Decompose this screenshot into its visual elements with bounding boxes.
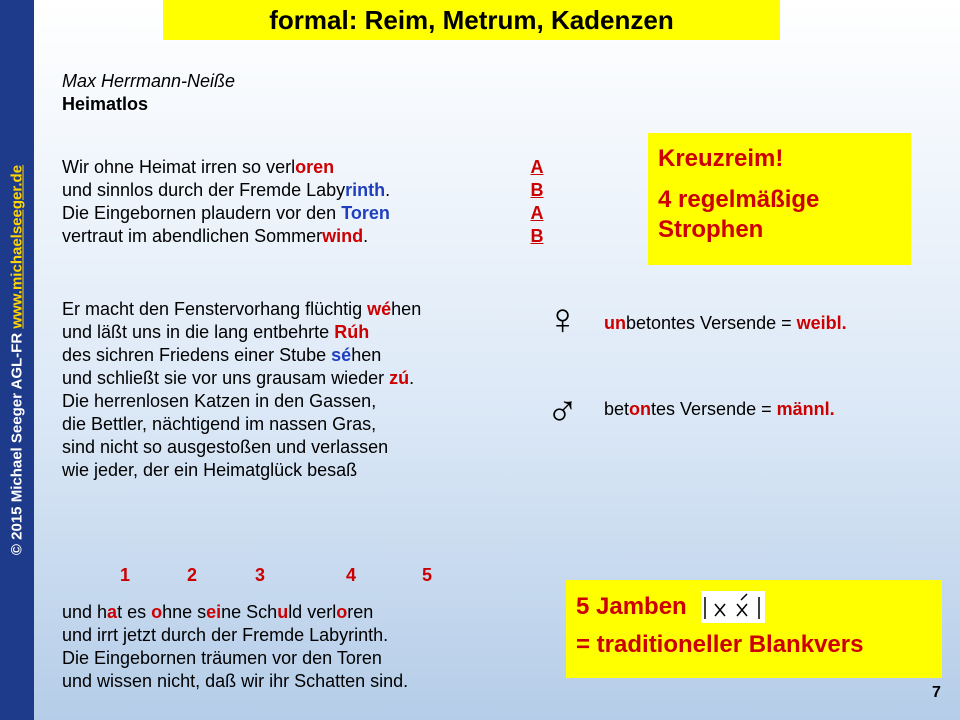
verse-line: Er macht den Fenstervorhang flüchtig wéhen <box>62 299 422 319</box>
male-symbol-icon: ♂ <box>546 387 579 436</box>
female-symbol-icon: ♀ <box>546 295 579 344</box>
verse-line: und läßt uns in die lang entbehrte Rúh <box>62 322 370 342</box>
rhyme-letter: B <box>530 226 544 246</box>
website-link[interactable]: www.michaelseeger.de <box>8 164 26 329</box>
rhyme-letter: A <box>530 157 544 177</box>
verse-line: und wissen nicht, daß wir ihr Schatten sind. <box>62 671 409 691</box>
poem-heading: Heimatlos <box>62 94 149 114</box>
copyright-vertical <box>9 165 26 555</box>
poem-author: Max Herrmann-Neiße <box>62 71 236 91</box>
foot-number: 3 <box>255 565 266 585</box>
male-cadence-label: betontes Versende = männl. <box>604 399 835 419</box>
female-cadence-label: unbetontes Versende = weibl. <box>604 313 847 333</box>
stanza-2 <box>62 298 421 482</box>
meter-count-label: 5 Jamben <box>576 593 687 620</box>
verse-line: Wir ohne Heimat irren so verloren <box>62 157 335 177</box>
verse-line: wie jeder, der ein Heimatglück besaß <box>62 460 358 480</box>
foot-number: 4 <box>346 565 357 585</box>
stanza-1 <box>62 156 390 248</box>
sidebar <box>0 0 34 720</box>
verse-line: des sichren Friedens einer Stube séhen <box>62 345 382 365</box>
meter-info-box <box>566 580 942 678</box>
rhyme-info-box <box>648 133 911 265</box>
verse-line: Die herrenlosen Katzen in den Gassen, <box>62 391 377 411</box>
rhyme-type-label: Kreuzreim! <box>658 145 784 172</box>
verse-line: Die Eingebornen plaudern vor den Toren <box>62 203 390 223</box>
meter-line <box>576 591 942 623</box>
copyright-text: © 2015 Michael Seeger AGL-FR <box>8 332 26 556</box>
verse-line: vertraut im abendlichen Sommerwind. <box>62 226 369 246</box>
stanza-count-label: 4 regelmäßige Strophen <box>658 186 820 243</box>
rhyme-letter: B <box>530 180 544 200</box>
verse-line: und hat es ohne seine Schuld verloren <box>62 602 374 622</box>
verse-line: sind nicht so ausgestoßen und verlassen <box>62 437 389 457</box>
verse-line: die Bettler, nächtigend im nassen Gras, <box>62 414 377 434</box>
blank-verse-label: = traditioneller Blankvers <box>576 631 864 658</box>
rhyme-scheme <box>527 156 547 248</box>
foot-number: 5 <box>422 565 433 585</box>
foot-number: 1 <box>120 565 131 585</box>
foot-number: 2 <box>187 565 198 585</box>
poem-header <box>62 70 235 116</box>
verse-line: und schließt sie vor uns grausam wieder zú. <box>62 368 415 388</box>
verse-line: Die Eingebornen träumen vor den Toren <box>62 648 382 668</box>
slide-title: formal: Reim, Metrum, Kadenzen <box>163 0 780 40</box>
verse-line: und sinnlos durch der Fremde Labyrinth. <box>62 180 391 200</box>
rhyme-letter: A <box>530 203 544 223</box>
stanza-3 <box>62 601 408 693</box>
page-number: 7 <box>932 684 941 701</box>
iamb-notation-icon <box>701 591 765 623</box>
verse-line: und irrt jetzt durch der Fremde Labyrinth. <box>62 625 389 645</box>
